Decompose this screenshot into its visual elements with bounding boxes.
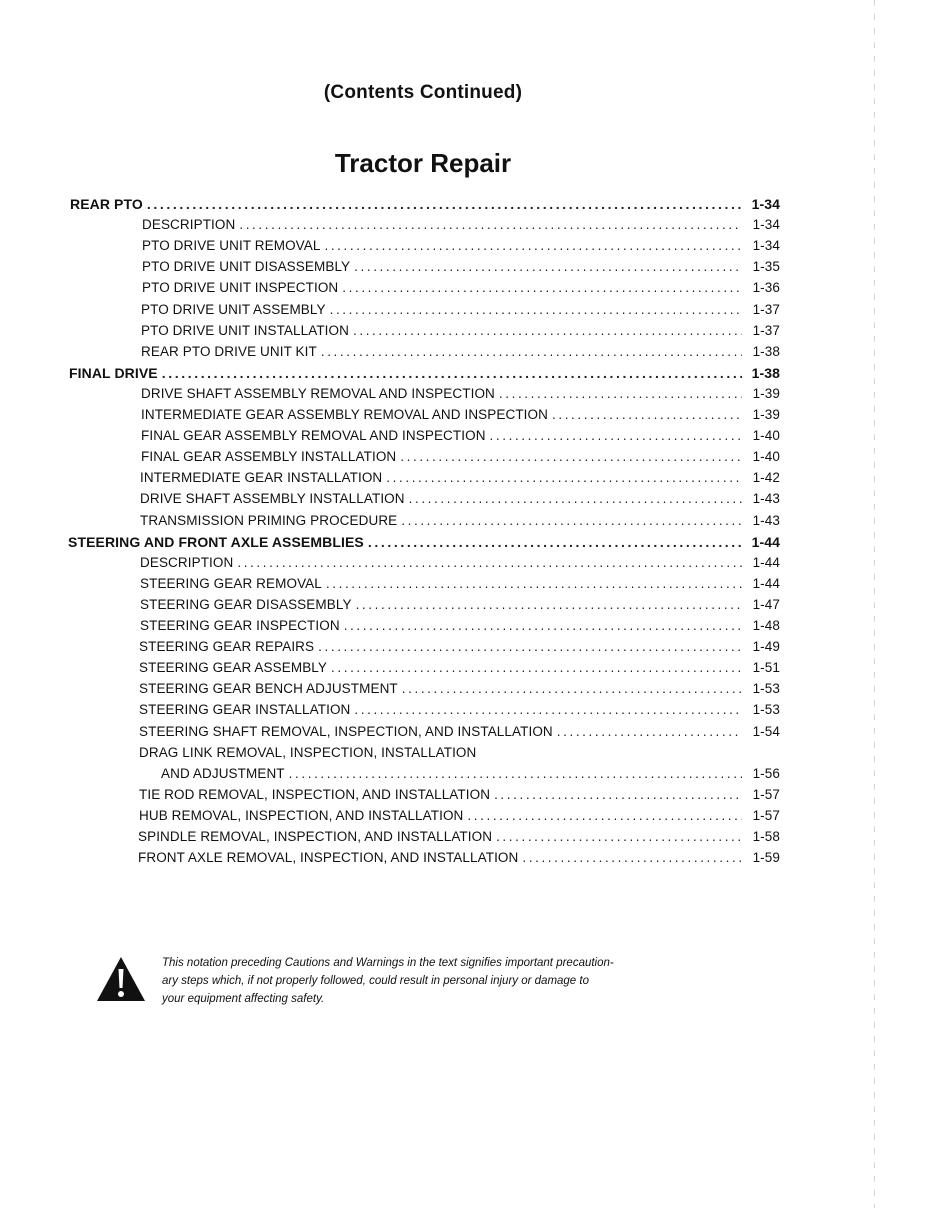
toc-entry-label: STEERING GEAR INSPECTION <box>140 618 340 633</box>
toc-entry-page: 1-47 <box>752 596 780 612</box>
toc-entry-page: 1-38 <box>752 343 780 359</box>
dot-leader <box>321 344 742 359</box>
toc-entry <box>139 702 780 717</box>
toc-entry-page: 1-44 <box>751 533 780 550</box>
dot-leader <box>354 259 742 274</box>
dot-leader <box>326 576 742 591</box>
toc-entry-page: 1-51 <box>752 660 780 676</box>
toc-entry-label: PTO DRIVE UNIT INSTALLATION <box>141 322 349 338</box>
toc-entry-page: 1-38 <box>751 364 780 381</box>
toc-entry-page: 1-57 <box>752 786 780 802</box>
dot-leader <box>401 513 742 528</box>
toc-entry-page: 1-54 <box>752 723 780 739</box>
toc-entry-label: DRIVE SHAFT ASSEMBLY INSTALLATION <box>140 491 405 507</box>
toc-entry-label: PTO DRIVE UNIT ASSEMBLY <box>141 301 326 317</box>
toc-entry-label: SPINDLE REMOVAL, INSPECTION, AND INSTALLATION <box>138 829 493 844</box>
dot-leader <box>237 555 742 570</box>
toc-entry <box>140 491 780 506</box>
toc-entry-page: 1-36 <box>752 280 780 296</box>
dot-leader <box>353 323 742 338</box>
toc-entry-label: PTO DRIVE UNIT DISASSEMBLY <box>142 259 351 275</box>
toc-entry-label: DESCRIPTION <box>142 217 236 233</box>
toc-entry <box>141 386 780 401</box>
dot-leader <box>354 702 742 717</box>
toc-entry-page: 1-37 <box>752 322 780 338</box>
toc-entry <box>140 597 780 612</box>
toc-entry-label: HUB REMOVAL, INSPECTION, AND INSTALLATION <box>139 807 464 823</box>
dot-leader <box>552 407 742 422</box>
toc-entry <box>140 555 780 570</box>
toc-entry <box>139 787 780 802</box>
toc-entry-page: 1-49 <box>752 639 780 655</box>
toc-entry-page: 1-58 <box>752 829 780 844</box>
toc-entry <box>142 280 780 295</box>
dot-leader <box>356 597 742 612</box>
dot-leader <box>331 660 742 675</box>
toc-entry-label: STEERING GEAR INSTALLATION <box>139 702 351 718</box>
toc-entry <box>139 724 780 739</box>
toc-entry <box>140 576 780 591</box>
dot-leader <box>239 217 742 232</box>
toc-section <box>68 534 780 550</box>
toc-entry <box>161 766 780 781</box>
toc-entry <box>139 808 780 823</box>
toc-entry-label: STEERING GEAR BENCH ADJUSTMENT <box>139 681 398 697</box>
toc-entry-page: 1-35 <box>752 259 780 275</box>
dot-leader <box>490 428 742 443</box>
dot-leader <box>344 618 742 633</box>
dot-leader <box>342 280 742 295</box>
toc-entry <box>141 302 780 317</box>
toc-entry-label: REAR PTO DRIVE UNIT KIT <box>141 343 317 359</box>
toc-entry-label: STEERING AND FRONT AXLE ASSEMBLIES <box>68 533 364 550</box>
dot-leader <box>368 534 742 550</box>
dot-leader <box>386 470 742 485</box>
toc-entry-page: 1-39 <box>752 385 780 401</box>
toc-entry-page: 1-56 <box>752 765 780 781</box>
toc-entry-page: 1-39 <box>752 407 780 422</box>
page-edge-shadow <box>874 0 875 1208</box>
dot-leader <box>499 386 742 401</box>
contents-continued-heading: (Contents Continued) <box>323 82 523 103</box>
toc-entry-page: 1-43 <box>752 512 780 528</box>
toc-entry-label: FINAL GEAR ASSEMBLY REMOVAL AND INSPECTION <box>141 428 486 444</box>
toc-entry-page: 1-53 <box>752 702 780 718</box>
dot-leader <box>522 850 742 865</box>
toc-entry-label: REAR PTO <box>70 196 143 212</box>
toc-entry-label: TRANSMISSION PRIMING PROCEDURE <box>140 512 398 528</box>
toc-entry <box>142 217 780 232</box>
dot-leader <box>409 491 742 506</box>
toc-entry <box>141 407 780 422</box>
toc-section <box>70 196 780 212</box>
toc-entry-page: 1-44 <box>752 554 780 570</box>
toc-entry-label: STEERING GEAR ASSEMBLY <box>139 660 328 676</box>
toc-entry-page: 1-53 <box>752 681 780 697</box>
toc-entry-label: INTERMEDIATE GEAR ASSEMBLY REMOVAL AND INSPECTION <box>141 407 548 422</box>
toc-entry <box>140 618 780 633</box>
toc-entry-label: STEERING GEAR REMOVAL <box>140 575 322 591</box>
toc-entry-page: 1-34 <box>752 238 780 254</box>
dot-leader <box>318 639 742 654</box>
toc-entry-label: STEERING SHAFT REMOVAL, INSPECTION, AND INSTALLATION <box>139 723 553 739</box>
toc-entry <box>141 344 780 359</box>
toc-entry-label: AND ADJUSTMENT <box>161 765 285 781</box>
dot-leader <box>162 365 742 381</box>
warning-triangle-icon <box>96 956 146 1002</box>
dot-leader <box>330 302 742 317</box>
toc-entry-label: DESCRIPTION <box>140 554 234 570</box>
toc-entry-page: 1-37 <box>752 301 780 317</box>
toc-entry-label: DRIVE SHAFT ASSEMBLY REMOVAL AND INSPECTION <box>141 385 495 401</box>
toc-entry-label: PTO DRIVE UNIT INSPECTION <box>142 280 339 296</box>
toc-entry-page: 1-34 <box>751 196 780 212</box>
dot-leader <box>400 449 742 464</box>
toc-entry-page: 1-44 <box>752 575 780 591</box>
toc-entry <box>142 238 780 253</box>
toc-entry-page: 1-40 <box>752 449 780 465</box>
toc-entry-label: TIE ROD REMOVAL, INSPECTION, AND INSTALLATION <box>139 786 491 802</box>
toc-entry-page: 1-48 <box>752 618 780 633</box>
dot-leader <box>324 238 742 253</box>
dot-leader <box>557 724 742 739</box>
toc-entry-page: 1-42 <box>752 470 780 486</box>
toc-entry-page: 1-57 <box>752 807 780 823</box>
toc-entry <box>142 259 780 274</box>
safety-notice-text <box>162 954 722 1008</box>
notice-line: This notation preceding Cautions and Warnings in the text signifies important precaution- <box>162 957 614 969</box>
dot-leader <box>494 787 742 802</box>
toc-entry <box>139 660 780 675</box>
toc-entry <box>141 428 780 443</box>
toc-entry-label: INTERMEDIATE GEAR INSTALLATION <box>140 470 383 486</box>
toc-entry-page: 1-40 <box>752 428 780 444</box>
toc-entry <box>138 850 780 865</box>
toc-entry <box>139 639 780 654</box>
toc-entry-page: 1-34 <box>752 217 780 233</box>
toc-entry <box>138 829 780 844</box>
page-title: Tractor Repair <box>334 148 512 178</box>
toc-entry-label: DRAG LINK REMOVAL, INSPECTION, INSTALLATION <box>139 744 477 760</box>
safety-notice <box>96 954 736 1024</box>
toc-entry-page: 1-43 <box>752 491 780 507</box>
dot-leader <box>147 196 742 212</box>
toc-entry <box>141 449 780 464</box>
toc-entry <box>140 470 780 485</box>
toc-entry-label: PTO DRIVE UNIT REMOVAL <box>142 238 321 254</box>
notice-line: your equipment affecting safety. <box>162 993 325 1005</box>
dot-leader <box>402 681 742 696</box>
toc-entry <box>139 681 780 696</box>
toc-entry <box>140 513 780 528</box>
toc-entry-label: FINAL GEAR ASSEMBLY INSTALLATION <box>141 449 397 465</box>
toc-entry-label: STEERING GEAR REPAIRS <box>139 639 315 655</box>
dot-leader <box>496 829 742 844</box>
dot-leader <box>467 808 742 823</box>
toc-section <box>69 365 780 381</box>
toc-entry-label: FINAL DRIVE <box>69 364 158 381</box>
toc-entry-page: 1-59 <box>752 850 780 866</box>
toc-entry-label: STEERING GEAR DISASSEMBLY <box>140 596 352 612</box>
toc-entry-label: FRONT AXLE REMOVAL, INSPECTION, AND INSTALLATION <box>138 850 519 866</box>
toc-entry <box>141 323 780 338</box>
dot-leader <box>289 766 742 781</box>
notice-line: ary steps which, if not properly followed, could result in personal injury or damage to <box>162 975 589 987</box>
toc-entry <box>139 745 780 760</box>
